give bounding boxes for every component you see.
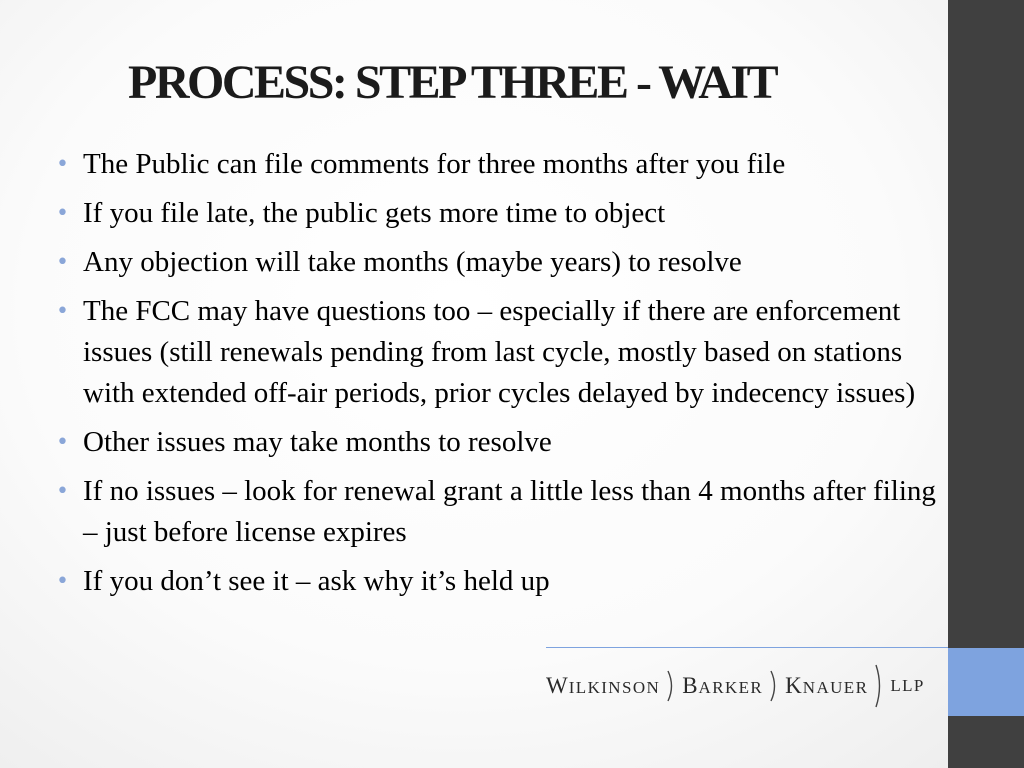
footer-divider bbox=[546, 647, 948, 648]
bullet-text: Other issues may take months to resolve bbox=[83, 426, 552, 458]
list-item bbox=[56, 242, 936, 283]
logo-bracket-icon bbox=[666, 669, 676, 703]
list-item bbox=[56, 561, 936, 602]
bullet-text: The FCC may have questions too – especially if there are enforcement issues (still renewals pending from last cycle, mostly based on stations with extended off-air periods, prior cycles delayed by indecency issues) bbox=[83, 295, 916, 409]
bullet-dot-icon: • bbox=[56, 569, 69, 594]
list-item bbox=[56, 422, 936, 463]
bullet-dot-icon: • bbox=[56, 201, 69, 226]
logo-word-wilkinson: WILKINSON bbox=[546, 673, 661, 698]
bullet-text: The Public can file comments for three months after you file bbox=[83, 148, 786, 180]
bullet-dot-icon: • bbox=[56, 152, 69, 177]
logo-bracket-icon bbox=[874, 663, 884, 709]
firm-logo bbox=[546, 668, 925, 704]
list-item bbox=[56, 291, 936, 414]
right-accent-block bbox=[948, 648, 1024, 716]
bullet-dot-icon: • bbox=[56, 250, 69, 275]
logo-word-llp: LLP bbox=[890, 676, 925, 695]
slide-title: PROCESS: STEP THREE - WAIT bbox=[128, 56, 777, 109]
bullet-text: If you file late, the public gets more time to object bbox=[83, 197, 666, 229]
bullet-list bbox=[56, 144, 936, 610]
logo-word-knauer: KNAUER bbox=[785, 673, 869, 698]
bullet-text: Any objection will take months (maybe years) to resolve bbox=[83, 246, 742, 278]
list-item bbox=[56, 193, 936, 234]
bullet-text: If you don’t see it – ask why it’s held up bbox=[83, 565, 550, 597]
bullet-dot-icon: • bbox=[56, 430, 69, 455]
logo-word-barker: BARKER bbox=[682, 673, 764, 698]
bullet-dot-icon: • bbox=[56, 299, 69, 324]
list-item bbox=[56, 144, 936, 185]
list-item bbox=[56, 471, 936, 553]
logo-bracket-icon bbox=[769, 669, 779, 703]
bullet-text: If no issues – look for renewal grant a little less than 4 months after filing – just before license expires bbox=[83, 475, 936, 548]
bullet-dot-icon: • bbox=[56, 479, 69, 504]
